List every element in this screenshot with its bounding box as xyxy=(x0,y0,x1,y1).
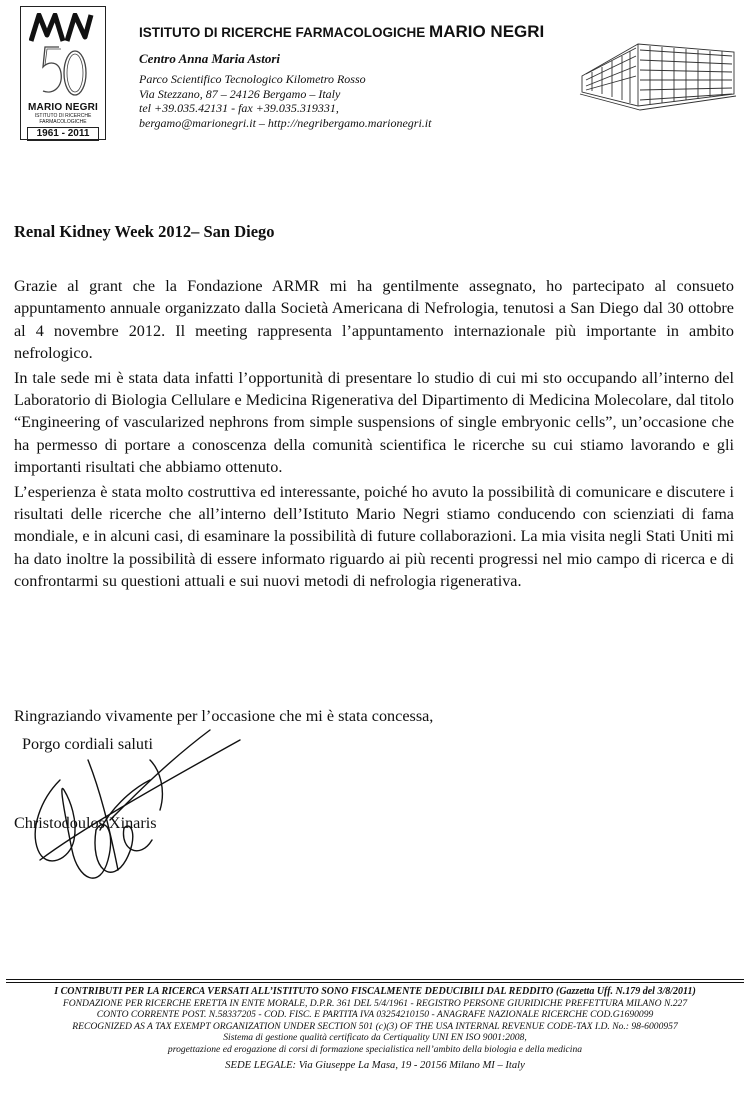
address-line: Parco Scientifico Tecnologico Kilometro Rosso xyxy=(139,72,366,86)
closing-line: Ringraziando vivamente per l’occasione che mi è stata concessa, xyxy=(14,707,434,725)
address-line: tel +39.035.42131 - fax +39.035.319331, xyxy=(139,101,339,115)
building-illustration-icon xyxy=(578,14,738,112)
anniversary-50-icon xyxy=(39,43,89,101)
institute-logo xyxy=(20,6,106,140)
institute-name-emphasis: MARIO NEGRI xyxy=(429,22,545,41)
footer-line: I CONTRIBUTI PER LA RICERCA VERSATI ALL’ISTITUTO SONO FISCALMENTE DEDUCIBILI DAL REDDITO (Gazzetta Uff. N.179 del 3/8/2011) xyxy=(54,986,696,997)
footer-line: SEDE LEGALE: Via Giuseppe La Masa, 19 - 20156 Milano MI – Italy xyxy=(225,1059,525,1071)
centre-name: Centro Anna Maria Astori xyxy=(139,51,281,66)
footer-divider xyxy=(6,982,744,983)
footer-line: progettazione ed erogazione di corsi di formazione specialistica nell’ambito della biologia e della medicina xyxy=(167,1043,583,1055)
closing-line: Porgo cordiali saluti xyxy=(22,735,153,753)
footer-divider xyxy=(6,979,744,980)
document-title: Renal Kidney Week 2012– San Diego xyxy=(14,222,275,241)
body-paragraph: In tale sede mi è stata data infatti l’opportunità di presentare lo studio di cui mi sto occupando all’interno del Laboratorio di Biologia Cellulare e Medicina Rigenerativa del Dipartimento di Medicina Molecolare, dal titolo “Engineering of vascularized nephrons from simple suspensions of single embryonic cells”, un’occasione che ha permesso di portare a conoscenza della comunità scientifica le ricerche su cui stiamo lavorando e gli importanti risultati che abbiamo ottenuto. xyxy=(14,368,734,477)
letter-body xyxy=(14,275,734,593)
footer-line: CONTO CORRENTE POST. N.58337205 - COD. FISC. E PARTITA IVA 03254210150 - ANAGRAFE NAZIONALE RICERCHE COD.G1690099 xyxy=(96,1009,654,1021)
logo-years: 1961 - 2011 xyxy=(27,127,99,141)
legal-footer xyxy=(6,986,744,1071)
footer-line: RECOGNIZED AS A TAX EXEMPT ORGANIZATION UNDER SECTION 501 (c)(3) OF THE USA INTERNAL REVENUE CODE-TAX I.D. No.: 98-6000957 xyxy=(72,1020,678,1032)
logo-subtitle: ISTITUTO DI RICERCHE FARMACOLOGICHE xyxy=(34,113,92,125)
footer-line: Sistema di gestione qualità certificato da Certiquality UNI EN ISO 9001:2008, xyxy=(223,1032,527,1044)
mn-monogram-icon xyxy=(29,13,99,43)
signer-name: Christodoulos Xinaris xyxy=(14,814,157,832)
address-block xyxy=(139,72,431,130)
body-paragraph: L’esperienza è stata molto costruttiva ed interessante, poiché ho avuto la possibilità di comunicare e discutere i risultati delle ricerche che all’interno dell’Istituto Mario Negri stiamo conducendo con scienziati di fama mondiale, e in alcuni casi, di esaminare la possibilità di future collaborazioni. La mia visita negli Stati Uniti mi ha dato inoltre la possibilità di essere informato riguardo ai più recenti progressi nel mio campo di ricerca e di confrontarmi su questioni attuali e sui nuovi metodi di nefrologia rigenerativa. xyxy=(14,482,734,591)
footer-line: FONDAZIONE PER RICERCHE ERETTA IN ENTE MORALE, D.P.R. 361 DEL 5/4/1961 - REGISTRO PERSONE GIURIDICHE PREFETTURA MILANO N.227 xyxy=(62,997,688,1009)
address-line: bergamo@marionegri.it – http://negribergamo.marionegri.it xyxy=(139,115,432,130)
logo-brand-name: MARIO NEGRI xyxy=(28,102,98,113)
address-line: Via Stezzano, 87 – 24126 Bergamo – Italy xyxy=(139,86,341,101)
institute-prefix: ISTITUTO DI RICERCHE FARMACOLOGICHE xyxy=(139,25,426,40)
body-paragraph: Grazie al grant che la Fondazione ARMR mi ha gentilmente assegnato, ho partecipato al consueto appuntamento annuale organizzato dalla Società Americana di Nefrologia, tenutosi a San Diego dal 30 ottobre al 4 novembre 2012. Il meeting rappresenta l’appuntamento internazionale più importante in ambito nefrologico. xyxy=(14,277,734,363)
institute-name xyxy=(139,22,544,42)
